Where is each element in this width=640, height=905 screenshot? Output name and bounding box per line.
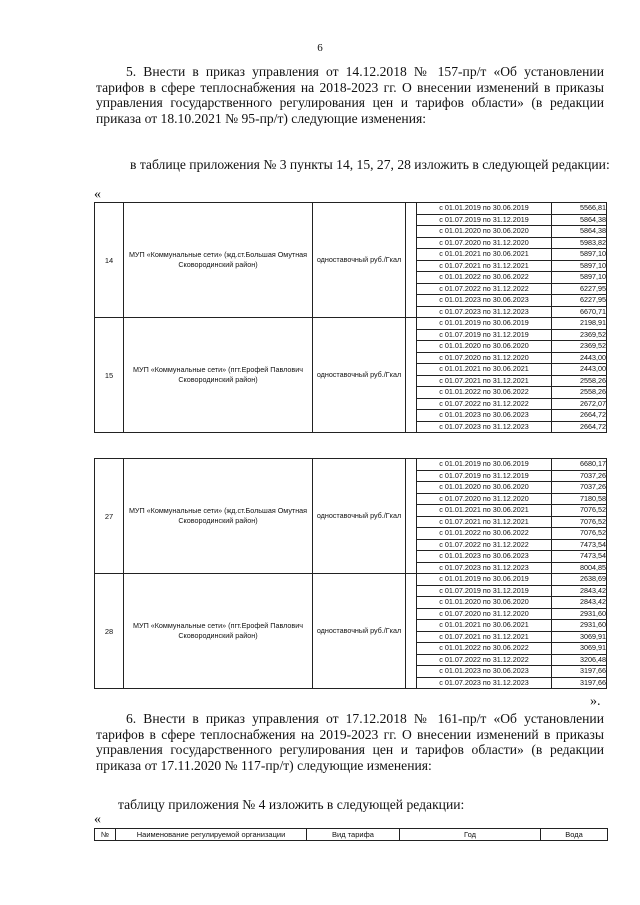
tariff-value-cell: 6227,95 — [552, 295, 607, 307]
period-cell: с 01.07.2021 по 31.12.2021 — [417, 375, 552, 387]
tariff-value-cell: 7076,52 — [552, 528, 607, 540]
period-cell: с 01.01.2020 по 30.06.2020 — [417, 226, 552, 238]
tariff-value-cell: 6670,71 — [552, 306, 607, 318]
item-6-paragraph — [96, 711, 604, 773]
period-cell: с 01.01.2022 по 30.06.2022 — [417, 528, 552, 540]
period-cell: с 01.01.2022 по 30.06.2022 — [417, 387, 552, 399]
tariff-type: одноставочный руб./Гкал — [313, 574, 406, 689]
period-cell: с 01.07.2023 по 31.12.2023 — [417, 306, 552, 318]
period-cell: с 01.01.2021 по 30.06.2021 — [417, 249, 552, 261]
period-cell: с 01.07.2022 по 31.12.2022 — [417, 398, 552, 410]
period-cell: с 01.07.2021 по 31.12.2021 — [417, 516, 552, 528]
tariff-value-cell: 2843,42 — [552, 597, 607, 609]
tariff-type: одноставочный руб./Гкал — [313, 459, 406, 574]
quote-open-mark-2: « — [94, 812, 101, 827]
period-cell: с 01.01.2023 по 30.06.2023 — [417, 295, 552, 307]
tariff-value-cell: 6680,17 — [552, 459, 607, 471]
tariff-value-cell: 7473,54 — [552, 551, 607, 563]
period-cell: с 01.01.2019 по 30.06.2019 — [417, 459, 552, 471]
tariff-value-cell: 2664,72 — [552, 410, 607, 422]
row-number: 27 — [95, 459, 124, 574]
period-cell: с 01.07.2020 по 31.12.2020 — [417, 352, 552, 364]
header-row — [95, 829, 608, 841]
period-cell: с 01.01.2020 по 30.06.2020 — [417, 341, 552, 353]
period-cell: с 01.07.2019 по 31.12.2019 — [417, 329, 552, 341]
period-cell: с 01.01.2020 по 30.06.2020 — [417, 597, 552, 609]
tariff-value-cell: 2672,07 — [552, 398, 607, 410]
period-cell: с 01.07.2022 по 31.12.2022 — [417, 654, 552, 666]
tariff-value-cell: 2843,42 — [552, 585, 607, 597]
item-5-subparagraph: в таблице приложения № 3 пункты 14, 15, 27, 28 изложить в следующей редакции: — [130, 157, 610, 172]
tariff-row — [95, 318, 607, 330]
tariff-table-2 — [94, 458, 607, 689]
tariff-value-cell: 2443,00 — [552, 352, 607, 364]
row-number: 15 — [95, 318, 124, 433]
page-number: 6 — [317, 42, 323, 54]
period-cell: с 01.07.2019 по 31.12.2019 — [417, 585, 552, 597]
organization-name: МУП «Коммунальные сети» (жд.ст.Большая Омутная Сковородинский район) — [124, 203, 313, 318]
period-cell: с 01.07.2023 по 31.12.2023 — [417, 677, 552, 689]
period-cell: с 01.01.2023 по 30.06.2023 — [417, 666, 552, 678]
period-cell: с 01.01.2019 по 30.06.2019 — [417, 318, 552, 330]
tariff-value-cell: 2558,26 — [552, 387, 607, 399]
header-col-org: Наименование регулируемой организации — [116, 829, 307, 841]
tariff-value-cell: 3069,91 — [552, 631, 607, 643]
tariff-value-cell: 5864,38 — [552, 214, 607, 226]
period-cell: с 01.01.2019 по 30.06.2019 — [417, 574, 552, 586]
period-cell: с 01.07.2023 по 31.12.2023 — [417, 562, 552, 574]
quote-open-mark: « — [94, 187, 101, 202]
tariff-row — [95, 459, 607, 471]
tariff-value-cell: 7037,26 — [552, 482, 607, 494]
spacer-cell — [406, 203, 417, 318]
period-cell: с 01.01.2020 по 30.06.2020 — [417, 482, 552, 494]
item-6-subparagraph: таблицу приложения № 4 изложить в следующей редакции: — [118, 797, 465, 812]
tariff-value-cell: 2443,00 — [552, 364, 607, 376]
tariff-value-cell: 6227,95 — [552, 283, 607, 295]
tariff-value-cell: 7037,26 — [552, 470, 607, 482]
period-cell: с 01.07.2021 по 31.12.2021 — [417, 260, 552, 272]
quote-close-mark: ». — [590, 694, 601, 709]
tariff-value-cell: 5864,38 — [552, 226, 607, 238]
header-col-year: Год — [400, 829, 541, 841]
period-cell: с 01.07.2022 по 31.12.2022 — [417, 539, 552, 551]
tariff-value-cell: 2198,91 — [552, 318, 607, 330]
tariff-value-cell: 5566,81 — [552, 203, 607, 215]
tariff-value-cell: 7076,52 — [552, 516, 607, 528]
period-cell: с 01.07.2021 по 31.12.2021 — [417, 631, 552, 643]
period-cell: с 01.07.2019 по 31.12.2019 — [417, 470, 552, 482]
tariff-value-cell: 2369,52 — [552, 341, 607, 353]
water-tariff-header-table — [94, 828, 608, 841]
period-cell: с 01.07.2020 по 31.12.2020 — [417, 493, 552, 505]
row-number: 28 — [95, 574, 124, 689]
tariff-value-cell: 5983,82 — [552, 237, 607, 249]
item-6-text: 6. Внести в приказ управления от 17.12.2018 № 161-пр/т «Об установлении тарифов в сфере теплоснабжения на 2019-2023 гг. О внесении изменений в приказы управления государственного регулирования цен и тарифов области» (в редакции приказа от 17.11.2020 № 117-пр/т) следующие изменения: — [96, 711, 604, 773]
tariff-value-cell: 5897,10 — [552, 249, 607, 261]
period-cell: с 01.01.2023 по 30.06.2023 — [417, 551, 552, 563]
tariff-value-cell: 7180,58 — [552, 493, 607, 505]
row-number: 14 — [95, 203, 124, 318]
period-cell: с 01.07.2020 по 31.12.2020 — [417, 237, 552, 249]
tariff-type: одноставочный руб./Гкал — [313, 203, 406, 318]
tariff-value-cell: 2638,69 — [552, 574, 607, 586]
spacer-cell — [406, 318, 417, 433]
spacer-cell — [406, 459, 417, 574]
tariff-value-cell: 3069,91 — [552, 643, 607, 655]
tariff-value-cell: 8004,85 — [552, 562, 607, 574]
period-cell: с 01.07.2019 по 31.12.2019 — [417, 214, 552, 226]
tariff-value-cell: 3197,66 — [552, 666, 607, 678]
tariff-value-cell: 3206,48 — [552, 654, 607, 666]
spacer-cell — [406, 574, 417, 689]
tariff-value-cell: 5897,10 — [552, 260, 607, 272]
tariff-value-cell: 3197,66 — [552, 677, 607, 689]
tariff-value-cell: 2931,60 — [552, 608, 607, 620]
tariff-value-cell: 5897,10 — [552, 272, 607, 284]
period-cell: с 01.01.2022 по 30.06.2022 — [417, 272, 552, 284]
item-5-text: 5. Внести в приказ управления от 14.12.2018 № 157-пр/т «Об установлении тарифов в сфере теплоснабжения на 2018-2023 гг. О внесении изменений в приказы управления государственного регулирования цен и тарифов области» (в редакции приказа от 18.10.2021 № 95-пр/т) следующие изменения: — [96, 64, 604, 126]
period-cell: с 01.01.2023 по 30.06.2023 — [417, 410, 552, 422]
header-col-num: № — [95, 829, 116, 841]
period-cell: с 01.01.2022 по 30.06.2022 — [417, 643, 552, 655]
period-cell: с 01.07.2020 по 31.12.2020 — [417, 608, 552, 620]
item-5-paragraph — [96, 64, 604, 126]
period-cell: с 01.01.2019 по 30.06.2019 — [417, 203, 552, 215]
tariff-type: одноставочный руб./Гкал — [313, 318, 406, 433]
tariff-table-1 — [94, 202, 607, 433]
header-col-tariff-type: Вид тарифа — [307, 829, 400, 841]
period-cell: с 01.07.2023 по 31.12.2023 — [417, 421, 552, 433]
organization-name: МУП «Коммунальные сети» (жд.ст.Большая Омутная Сковородинский район) — [124, 459, 313, 574]
tariff-value-cell: 7473,54 — [552, 539, 607, 551]
tariff-value-cell: 2664,72 — [552, 421, 607, 433]
tariff-row — [95, 574, 607, 586]
tariff-value-cell: 2558,26 — [552, 375, 607, 387]
period-cell: с 01.01.2021 по 30.06.2021 — [417, 620, 552, 632]
period-cell: с 01.01.2021 по 30.06.2021 — [417, 505, 552, 517]
tariff-value-cell: 7076,52 — [552, 505, 607, 517]
period-cell: с 01.07.2022 по 31.12.2022 — [417, 283, 552, 295]
organization-name: МУП «Коммунальные сети» (пгт.Ерофей Павлович Сковородинский район) — [124, 574, 313, 689]
header-col-water: Вода — [541, 829, 608, 841]
tariff-row — [95, 203, 607, 215]
tariff-value-cell: 2369,52 — [552, 329, 607, 341]
organization-name: МУП «Коммунальные сети» (пгт.Ерофей Павлович Сковородинский район) — [124, 318, 313, 433]
tariff-value-cell: 2931,60 — [552, 620, 607, 632]
period-cell: с 01.01.2021 по 30.06.2021 — [417, 364, 552, 376]
